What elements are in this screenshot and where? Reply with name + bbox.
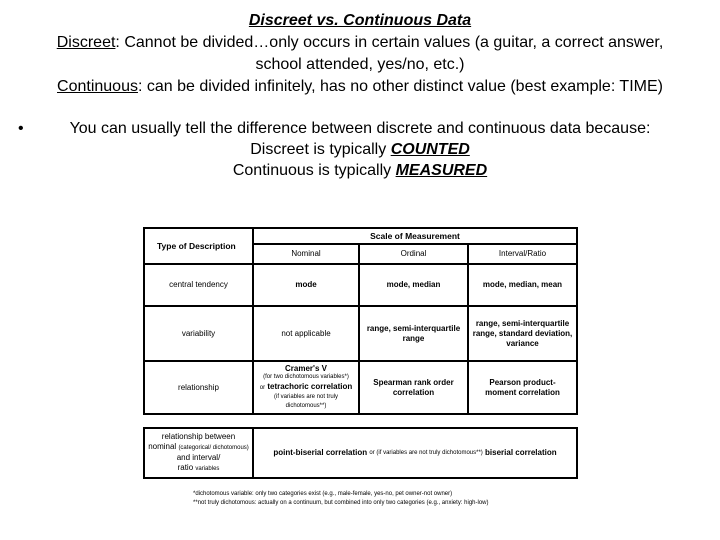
column-header: Interval/Ratio: [469, 245, 576, 263]
relationship-nominal-cell: [254, 362, 358, 413]
column-header: Ordinal: [360, 245, 467, 263]
bullet-symbol: •: [18, 120, 24, 137]
continuous-term: Continuous: [57, 78, 138, 95]
table-cell: range, semi-interquartile range, standard deviation, variance: [469, 307, 576, 360]
table-cell: not applicable: [254, 307, 358, 360]
header-block: [0, 10, 720, 98]
row-label: relationship between nominal (categorical/ dichotomous) and interval/ ratio variables: [145, 429, 252, 477]
page-title: Discreet vs. Continuous Data: [248, 12, 472, 29]
footnote: *dichotomous variable: only two categories exist (e.g., male-female, yes-no, pet owner-not owner): [193, 491, 453, 497]
discreet-definition-cont: school attended, yes/no, etc.): [255, 56, 465, 73]
table-cell: Pearson product-moment correlation: [469, 362, 576, 413]
table-cell: mode, median: [360, 265, 467, 305]
measured-line: Continuous is typically MEASURED: [232, 162, 488, 179]
point-biserial-cell: point-biserial correlation or (if variables are not truly dichotomous**) biserial correlation: [254, 429, 576, 477]
bullet-line: • You can usually tell the difference between discrete and continuous data because:: [18, 120, 651, 137]
row-label: relationship: [145, 362, 252, 413]
discreet-term: Discreet: [56, 34, 116, 51]
row-label: variability: [145, 307, 252, 360]
table-cell: mode: [254, 265, 358, 305]
footnotes: [193, 490, 489, 508]
table-cell: mode, median, mean: [469, 265, 576, 305]
table-cell: Spearman rank order correlation: [360, 362, 467, 413]
row-label: central tendency: [145, 265, 252, 305]
counted-line: Discreet is typically COUNTED: [250, 141, 470, 158]
measurement-table: [143, 227, 578, 415]
point-biserial-table: [143, 427, 578, 479]
bullet-block: [0, 118, 720, 181]
continuous-definition: Continuous: can be divided infinitely, has no other distinct value (best example: TIME): [57, 78, 663, 95]
tetrachoric-note: (if variables are not truly dichotomous**): [273, 394, 339, 409]
type-of-description-header: Type of Description: [145, 229, 252, 263]
tetrachoric-line: or tetrachoric correlation: [259, 382, 353, 391]
column-header: Nominal: [254, 245, 358, 263]
cramer-note: (for two dichotomous variables*): [263, 374, 349, 380]
table-cell: range, semi-interquartile range: [360, 307, 467, 360]
discreet-definition: Discreet: Cannot be divided…only occurs in certain values (a guitar, a correct answer,: [56, 34, 664, 51]
footnote: **not truly dichotomous: actually on a continuum, but combined into only two categories (e.g., anxiety: high-low): [193, 500, 489, 506]
scale-header: Scale of Measurement: [254, 229, 576, 243]
cramers-v: Cramer's V: [285, 364, 327, 373]
